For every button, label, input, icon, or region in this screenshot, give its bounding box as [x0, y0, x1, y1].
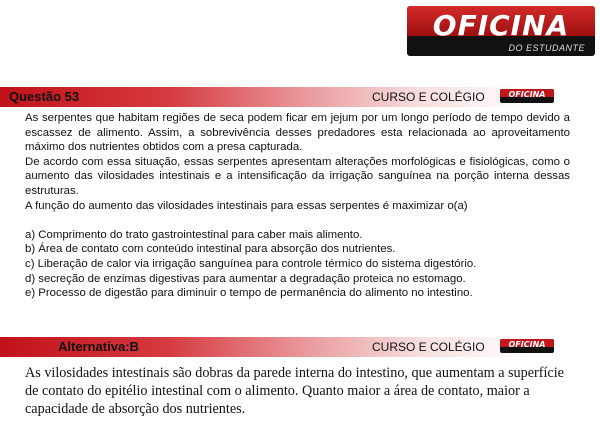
mini-logo-word: OFICINA: [508, 340, 546, 349]
curso-colegio-label: CURSO E COLÉGIO: [372, 340, 485, 354]
option-e: e) Processo de digestão para diminuir o tempo de permanência do alimento no intestino.: [25, 287, 473, 300]
option-d: d) secreção de enzimas digestivas para aumentar a degradação proteica no estomago.: [25, 272, 466, 285]
option-a: a) Comprimento do trato gastrointestinal para caber mais alimento.: [25, 228, 363, 241]
answer-label: Alternativa:B: [58, 339, 139, 354]
answer-explanation: As vilosidades intestinais são dobras da parede interna do intestino, que aumentam a superfície de contato do epitélio intestinal com o alimento. Quanto maior a área de contato, maior a capacidade de absorção dos nutrientes.: [25, 365, 564, 417]
question-paragraph: De acordo com essa situação, essas serpentes apresentam alterações morfológicas e fisiológicas, como o aumento das vilosidades intestinais e a intensificação da irrigação sanguínea na porção interna dessas estruturas.: [25, 155, 570, 197]
question-text: [25, 111, 570, 301]
option-c: c) Liberação de calor via irrigação sanguínea para controle térmico do sistema digestório.: [25, 257, 477, 270]
question-number: Questão 53: [9, 89, 80, 104]
logo-subtitle: DO ESTUDANTE: [508, 43, 585, 53]
answer-header-bar: [0, 337, 600, 357]
question-paragraph: As serpentes que habitam regiões de seca podem ficar em jejum por um longo período de tempo devido a escassez de alimento. Assim, a sobrevivência desses predadores esta relacionada ao aproveitamento máximo dos nutrientes obtidos com a presa capturada.: [25, 112, 570, 154]
curso-colegio-label: CURSO E COLÉGIO: [372, 90, 485, 104]
question-paragraph: A função do aumento das vilosidades intestinais para essas serpentes é maximizar o(a): [25, 199, 468, 212]
logo-word: OFICINA: [432, 9, 570, 42]
mini-logo: [500, 89, 554, 103]
option-b: b) Área de contato com conteúdo intestinal para absorção dos nutrientes.: [25, 243, 396, 256]
mini-logo: [500, 339, 554, 353]
oficina-logo: [407, 6, 595, 56]
question-header-bar: [0, 87, 600, 107]
mini-logo-word: OFICINA: [508, 90, 546, 99]
